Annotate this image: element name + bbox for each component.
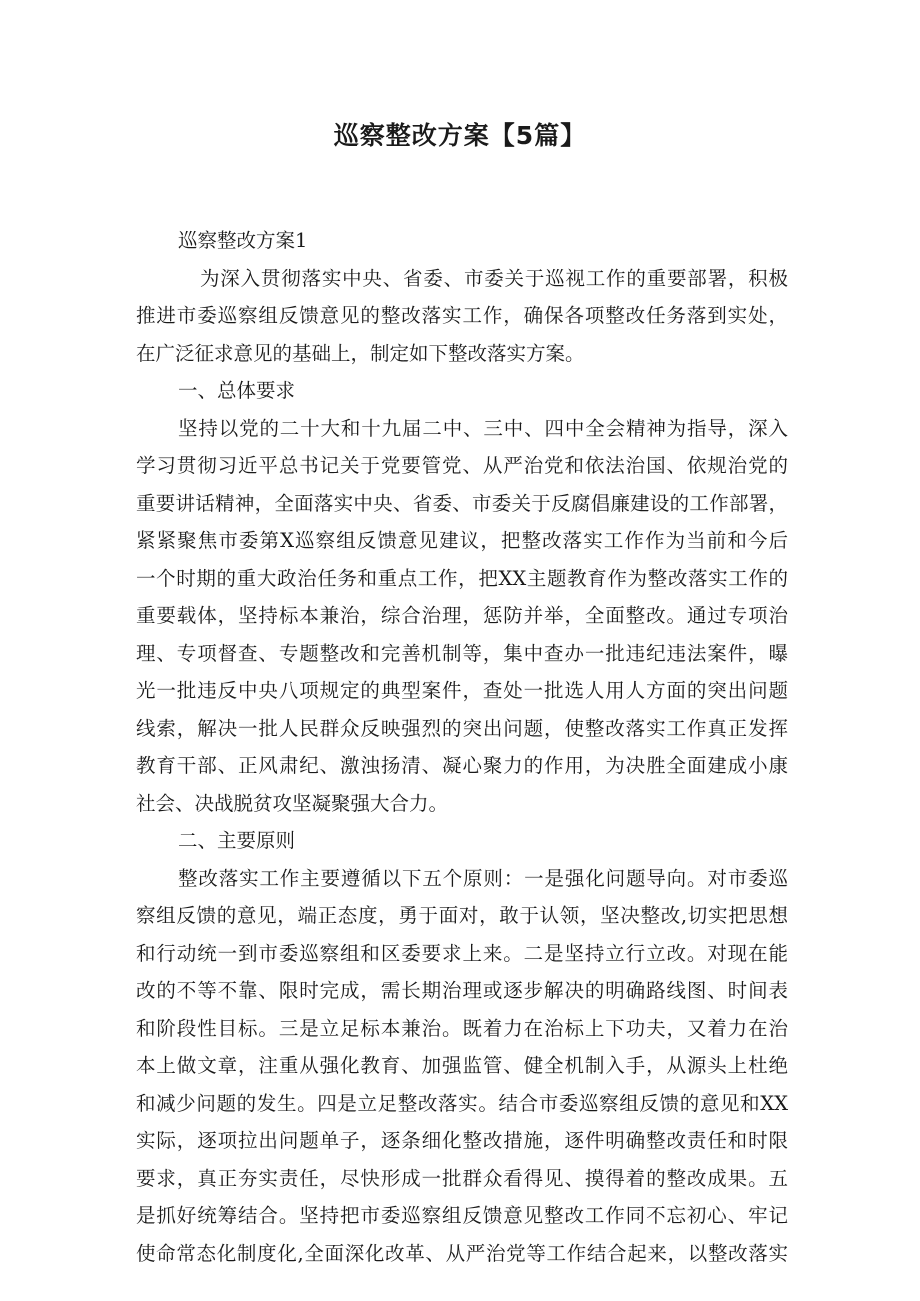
document-body — [136, 222, 788, 1272]
paragraph-line: 为深入贯彻落实中央、省委、市委关于巡视工作的重要部署，积极 — [200, 266, 788, 290]
paragraph-line: 重要载体，坚持标本兼治，综合治理，惩防并举，全面整改。通过专项治 — [136, 604, 788, 627]
section-heading: 二、主要原则 — [178, 829, 296, 852]
paragraph-line: 线索，解决一批人民群众反映强烈的突出问题，使整改落实工作真正发挥 — [136, 716, 788, 740]
paragraph-line: 改的不等不靠、限时完成，需长期治理或逐步解决的明确路线图、时间表 — [136, 979, 788, 1002]
paragraph-line: 和阶段性目标。三是立足标本兼治。既着力在治标上下功夫，又着力在治 — [136, 1016, 788, 1040]
paragraph-line: 实际，逐项拉出问题单子，逐条细化整改措施，逐件明确整改责任和时限 — [136, 1129, 788, 1152]
paragraph-line: 本上做文章，注重从强化教育、加强监管、健全机制入手，从源头上杜绝 — [136, 1054, 788, 1077]
paragraph-line: 和减少问题的发生。四是立足整改落实。结合市委巡察组反馈的意见和XX — [136, 1091, 788, 1115]
paragraph-line: 社会、决战脱贫攻坚凝聚强大合力。 — [136, 791, 449, 815]
paragraph-line: 光一批违反中央八项规定的典型案件，查处一批选人用人方面的突出问题 — [136, 679, 788, 702]
paragraph-line: 教育干部、正风肃纪、激浊扬清、凝心聚力的作用，为决胜全面建成小康 — [136, 754, 788, 777]
paragraph-line: 学习贯彻习近平总书记关于党要管党、从严治党和依法治国、依规治党的 — [136, 454, 788, 477]
paragraph-line: 是抓好统筹结合。坚持把市委巡察组反馈意见整改工作同不忘初心、牢记 — [136, 1204, 788, 1227]
paragraph-line: 使命常态化制度化,全面深化改革、从严治党等工作结合起来，以整改落实 — [136, 1241, 788, 1265]
paragraph-line: 察组反馈的意见，端正态度，勇于面对，敢于认领，坚决整改,切实把思想 — [136, 904, 788, 927]
paragraph-line: 和行动统一到市委巡察组和区委要求上来。二是坚持立行立改。对现在能 — [136, 941, 788, 965]
paragraph-line: 一个时期的重大政治任务和重点工作，把XX主题教育作为整改落实工作的 — [136, 566, 788, 590]
paragraph-line: 紧紧聚焦市委第X巡察组反馈意见建议，把整改落实工作作为当前和今后 — [136, 529, 788, 552]
paragraph-line: 重要讲话精神，全面落实中央、省委、市委关于反腐倡廉建设的工作部署， — [136, 491, 788, 515]
section-heading: 一、总体要求 — [178, 379, 296, 402]
paragraph-line: 要求，真正夯实责任，尽快形成一批群众看得见、摸得着的整改成果。五 — [136, 1166, 788, 1190]
paragraph-line: 在广泛征求意见的基础上，制定如下整改落实方案。 — [136, 341, 585, 365]
section-heading: 巡察整改方案1 — [178, 229, 308, 252]
paragraph-line: 坚持以党的二十大和十九届二中、三中、四中全会精神为指导，深入 — [178, 416, 788, 440]
paragraph-line: 推进市委巡察组反馈意见的整改落实工作，确保各项整改任务落到实处， — [136, 304, 788, 327]
paragraph-line: 理、专项督查、专题整改和完善机制等，集中查办一批违纪违法案件，曝 — [136, 641, 788, 665]
document-title: 巡察整改方案【5篇】 — [333, 121, 587, 150]
paragraph-line: 整改落实工作主要遵循以下五个原则：一是强化问题导向。对市委巡 — [178, 866, 788, 890]
